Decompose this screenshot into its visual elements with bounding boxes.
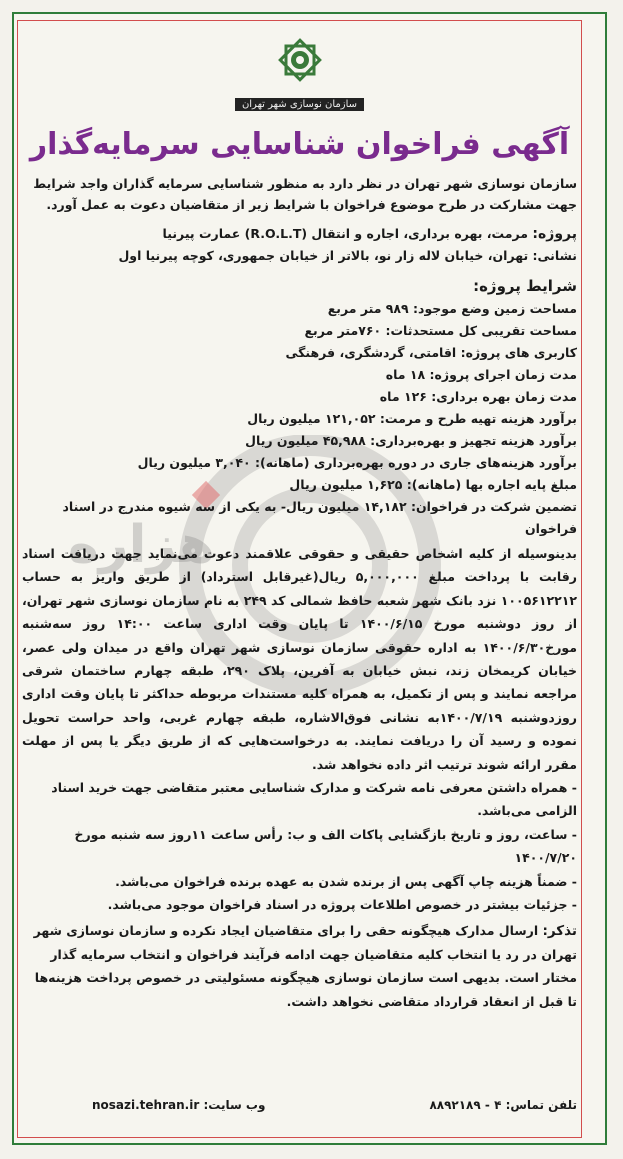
project-value: مرمت، بهره برداری، اجاره و انتقال (R.O.L.T) عمارت پیرنیا xyxy=(162,226,529,241)
condition-item: تضمین شرکت در فراخوان: ۱۴,۱۸۲ میلیون ریال- به یکی از سه شیوه مندرج در اسناد فراخوان xyxy=(62,499,577,536)
page-title: آگهی فراخوان شناسایی سرمایه‌گذار xyxy=(29,127,570,162)
intro-paragraph: سازمان نوسازی شهر تهران در نظر دارد به منظور شناسایی سرمایه گذاران واجد شرایط جهت مشارکت در طرح موضوع فراخوان با شرایط زیر از متقاضیان دعوت به عمل آورد. xyxy=(33,176,577,212)
condition-item: برآورد هزینه تجهیز و بهره‌برداری: ۴۵,۹۸۸ میلیون ریال xyxy=(245,433,577,448)
website-label: وب سایت: xyxy=(203,1098,266,1112)
invitation-paragraph: بدینوسیله از کلیه اشخاص حقیقی و حقوقی علاقمند دعوت می‌نماید جهت دریافت اسناد رقابت با پرداخت مبلغ ۵,۰۰۰,۰۰۰ ریال(غیرقابل استرداد) از طریق واریز به حساب ۱۰۰۵۶۱۲۲۱۲ نزد بانک شهر شعبه حافظ شمالی کد ۲۴۹ به نام سازمان نوسازی شهر تهران، از روز دوشنبه مورخ ۱۴۰۰/۶/۱۵ تا پایان وقت اداری ساعت ۱۴:۰۰ روز سه‌شنبه مورخ۱۴۰۰/۶/۳۰ به اداره حقوقی سازمان نوسازی شهر تهران واقع در میدان ولی عصر، خیابان کریمخان زند، نبش خیابان به آفرین، پلاک ۲۹۰، طبقه چهارم ساختمان شرقی مراجعه نمایند و پس از تکمیل، به همراه کلیه مستندات مربوطه حداکثر تا پایان وقت اداری روزدوشنبه ۱۴۰۰/۷/۱۹به نشانی فوق‌الاشاره، طبقه چهارم غربی، واحد حراست تحویل نموده و رسید آن را دریافت نمایند. به درخواست‌هایی که از طریق دیگر یا پس از مهلت مقرر ارائه شوند ترتیب اثر داده نخواهد شد. xyxy=(22,546,577,772)
project-line xyxy=(22,223,577,245)
project-label: پروژه: xyxy=(532,226,577,242)
note-item: - ضمناً هزینه چاپ آگهی پس از برنده شدن به عهده برنده فراخوان می‌باشد. xyxy=(115,873,577,889)
condition-item: برآورد هزینه‌های جاری در دوره بهره‌برداری (ماهانه): ۳,۰۴۰ میلیون ریال xyxy=(137,455,577,470)
org-label: سازمان نوسازی شهر تهران xyxy=(235,98,364,111)
conditions-list xyxy=(22,298,577,540)
condition-item: مدت زمان اجرای پروژه: ۱۸ ماه xyxy=(385,367,577,382)
contact-footer xyxy=(22,1098,577,1120)
conditions-title: شرایط پروژه: xyxy=(473,277,577,295)
watermark-text: هزاره xyxy=(68,515,215,575)
tehran-municipality-logo-icon xyxy=(272,32,328,88)
notes-list xyxy=(22,776,577,916)
condition-item: مساحت تقریبی کل مستحدثات: ۷۶۰متر مربع xyxy=(304,323,577,338)
note-item: - ساعت، روز و تاریخ بازگشایی پاکات الف و ب: رأس ساعت ۱۱روز سه شنبه مورخ ۱۴۰۰/۷/۲۰ xyxy=(74,826,577,866)
announcement xyxy=(22,24,577,1134)
remark-label: تذکر: xyxy=(542,922,577,939)
note-item: - جزئیات بیشتر در خصوص اطلاعات پروژه در اسناد فراخوان موجود می‌باشد. xyxy=(107,897,577,913)
condition-item: برآورد هزینه تهیه طرح و مرمت: ۱۲۱,۰۵۲ میلیون ریال xyxy=(247,411,577,426)
website-url[interactable]: nosazi.tehran.ir xyxy=(92,1098,200,1112)
condition-item: مبلغ پایه اجاره بها (ماهانه): ۱,۶۲۵ میلیون ریال xyxy=(289,477,577,492)
condition-item: کاربری های پروژه: اقامتی، گردشگری، فرهنگی xyxy=(285,345,577,360)
condition-item: مساحت زمین وضع موجود: ۹۸۹ متر مربع xyxy=(327,301,577,316)
condition-item: مدت زمان بهره برداری: ۱۲۶ ماه xyxy=(379,389,577,404)
note-item: - همراه داشتن معرفی نامه شرکت و مدارک شناسایی معتبر متقاضی جهت خرید اسناد الزامی می‌باشد. xyxy=(51,780,577,819)
logo xyxy=(22,32,577,92)
remark-paragraph xyxy=(22,919,577,1014)
project-address: نشانی: تهران، خیابان لاله زار نو، بالاتر از خیابان جمهوری، کوچه پیرنیا اول xyxy=(118,248,577,263)
remark-text: ارسال مدارک هیچگونه حقی را برای متقاضیان ایجاد نکرده و سازمان نوسازی شهر تهران در رد یا انتخاب کلیه متقاضیان جهت ادامه فرآیند فراخوان و انتخاب سرمایه گذار مختار است. بدیهی است سازمان نوسازی هیچگونه مسئولیتی در خصوص پرداخت هزینه‌ها تا قبل از انعقاد قرارداد متقاضی نخواهد داشت. xyxy=(33,922,577,1009)
website-line xyxy=(92,1098,265,1112)
contact-phone: تلفن تماس: ۴ - ۸۸۹۲۱۸۹ xyxy=(429,1098,577,1112)
